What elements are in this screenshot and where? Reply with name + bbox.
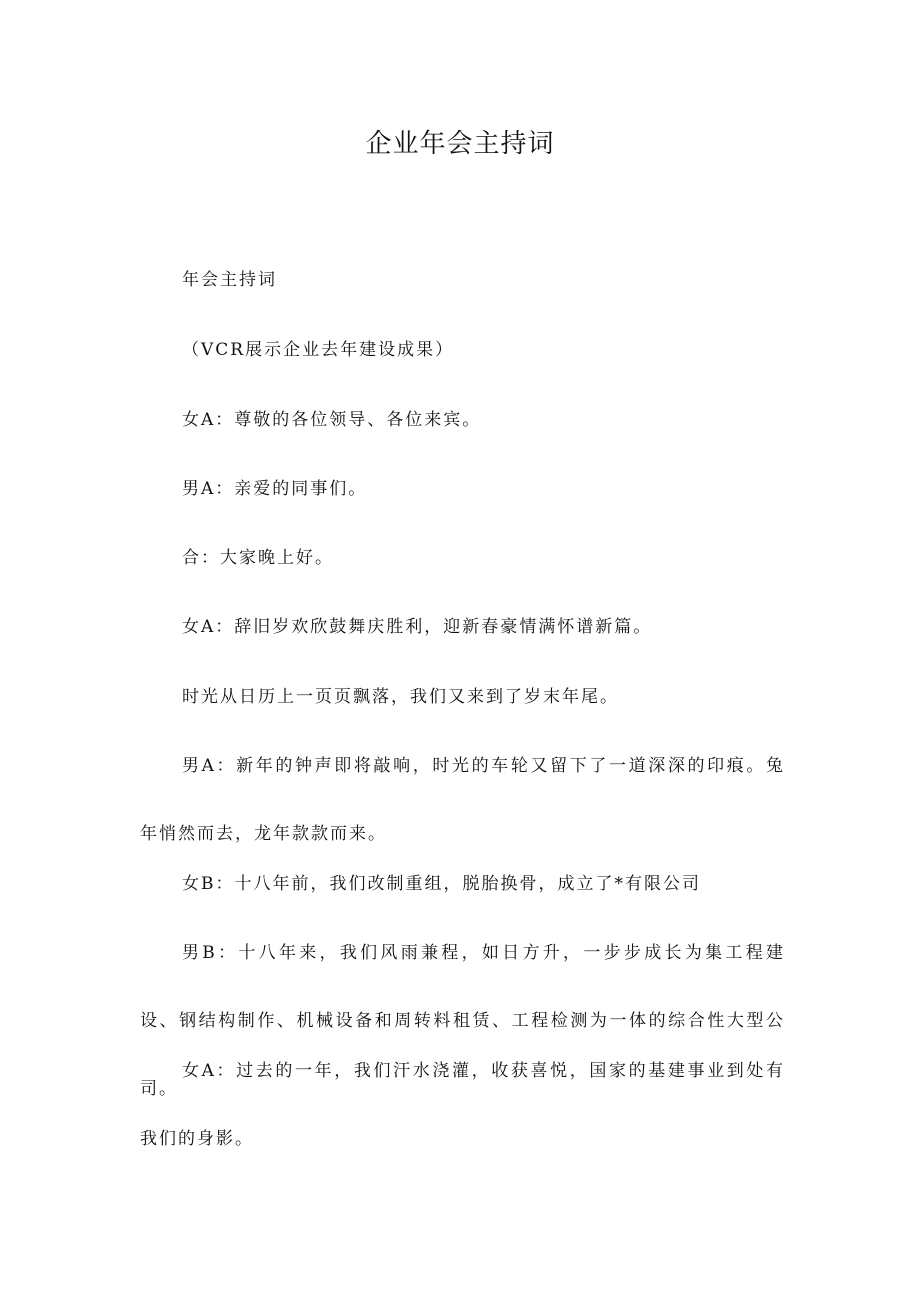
paragraph-together-greeting: 合：大家晚上好。 <box>182 548 334 568</box>
paragraph-time-passing: 时光从日历上一页页飘落，我们又来到了岁末年尾。 <box>182 687 619 707</box>
paragraph-male-a-greeting: 男A：亲爱的同事们。 <box>182 479 368 499</box>
document-title: 企业年会主持词 <box>365 129 555 159</box>
paragraph-heading: 年会主持词 <box>182 270 277 290</box>
paragraph-vcr-note: （VCR展示企业去年建设成果） <box>182 340 455 360</box>
paragraph-male-a-new-year: 男A：新年的钟声即将敲响，时光的车轮又留下了一道深深的印痕。兔年悄然而去，龙年款款而来。 <box>140 756 785 844</box>
paragraph-female-a-greeting: 女A：尊敬的各位领导、各位来宾。 <box>182 410 482 430</box>
paragraph-male-b-growth: 男B：十八年来，我们风雨兼程，如日方升，一步步成长为集工程建设、钢结构制作、机械设备和周转料租赁、工程检测为一体的综合性大型公司。 <box>140 943 785 1099</box>
paragraph-female-b-history: 女B：十八年前，我们改制重组，脱胎换骨，成立了*有限公司 <box>182 874 701 894</box>
paragraph-female-a-past-year: 女A：过去的一年，我们汗水浇灌，收获喜悦，国家的基建事业到处有我们的身影。 <box>140 1061 785 1149</box>
paragraph-female-a-couplet: 女A：辞旧岁欢欣鼓舞庆胜利，迎新春豪情满怀谱新篇。 <box>182 617 653 637</box>
